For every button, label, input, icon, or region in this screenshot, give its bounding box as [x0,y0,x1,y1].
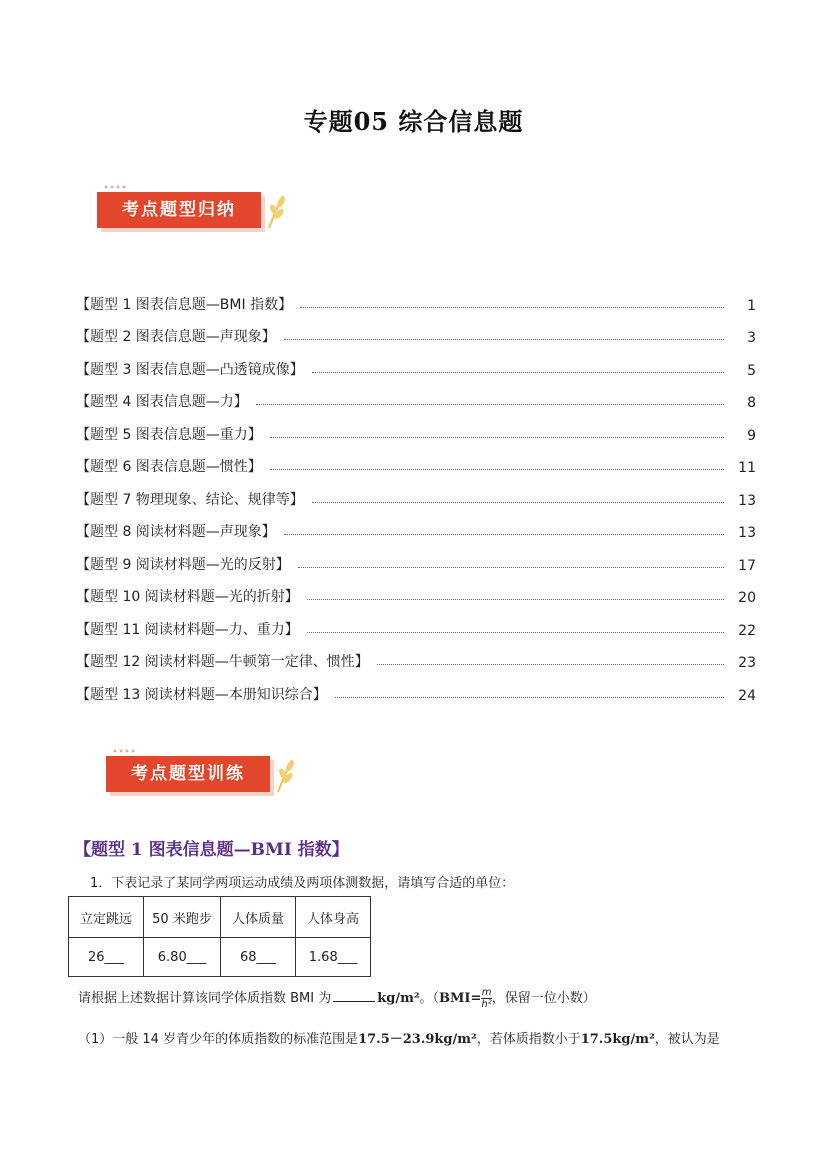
sub-question-text: （1）一般 14 岁青少年的体质指数的标准范围是 [78,1032,359,1047]
sub-question-text: ，若体质指数小于 [476,1032,581,1047]
sub-question-text: ，被认为是 [654,1032,720,1047]
bmi-instruction [78,987,596,1010]
wheat-leaf-icon [274,756,296,794]
instruction-text: 。（ [419,991,440,1006]
section-heading: 【题型 1 图表信息题—BMI 指数】 [74,840,349,860]
table-value-cell: 68___ [221,938,296,977]
formula-fraction [481,987,491,1010]
toc-dot-leader [256,403,724,405]
toc-page-number: 11 [738,460,756,476]
fraction-numerator: m [481,987,492,998]
range-value: 17.5－23.9kg/m² [358,1032,477,1047]
toc-dot-leader [335,696,724,698]
toc-page-number: 3 [747,330,756,346]
toc-dot-leader [312,501,724,503]
toc-dot-leader [284,533,724,535]
toc-dot-leader [377,663,724,665]
toc-page-number: 23 [738,655,756,671]
toc-entry[interactable] [76,281,756,314]
data-table [68,896,371,977]
instruction-text: ，保留一位小数） [491,991,596,1006]
toc-dot-leader [307,631,724,633]
table-value-cell: 6.80___ [144,938,221,977]
sub-question-1 [78,1028,720,1047]
toc-entry[interactable] [76,314,756,347]
decorative-dots [103,184,127,190]
toc-entry-label: 【题型 10 阅读材料题—光的折射】 [76,589,299,605]
toc-entry[interactable] [76,606,756,639]
toc-page-number: 22 [738,622,756,639]
toc-dot-leader [298,566,724,568]
unit-text: kg/m² [377,991,420,1006]
toc-entry[interactable] [76,476,756,509]
toc-dot-leader [300,306,724,308]
toc-entry-label: 【题型 7 物理现象、结论、规律等】 [76,491,304,508]
question-text: 1．下表记录了某同学两项运动成绩及两项体测数据，请填写合适的单位： [90,876,515,891]
toc-entry-label: 【题型 11 阅读材料题—力、重力】 [76,621,299,638]
instruction-text: 请根据上述数据计算该同学体质指数 BMI 为 [78,991,332,1006]
table-header-cell: 50 米跑步 [144,897,221,938]
toc-page-number: 24 [738,687,756,704]
toc-entry-label: 【题型 3 图表信息题—凸透镜成像】 [76,361,304,378]
toc-page-number: 13 [738,492,756,509]
toc-entry-label: 【题型 1 图表信息题—BMI 指数】 [76,296,293,313]
fraction-denominator: h² [481,999,492,1010]
formula-lhs: BMI= [439,991,482,1006]
threshold-value: 17.5kg/m² [580,1032,655,1047]
toc-entry[interactable] [76,541,756,574]
table-header-cell: 人体质量 [221,897,296,938]
toc-entry[interactable] [76,509,756,542]
toc-entry-label: 【题型 12 阅读材料题—牛顿第一定律、惯性】 [76,654,369,670]
wheat-leaf-icon [265,192,287,230]
toc-dot-leader [307,598,724,600]
toc-entry[interactable] [76,411,756,444]
toc-entry-label: 【题型 5 图表信息题—重力】 [76,426,262,443]
toc-dot-leader [270,468,724,470]
toc-entry[interactable] [76,379,756,412]
toc-entry[interactable] [76,574,756,607]
toc-entry-label: 【题型 9 阅读材料题—光的反射】 [76,556,290,573]
toc-page-number: 17 [738,557,756,574]
document-title: 专题05 综合信息题 [303,107,524,136]
toc-entry[interactable] [76,444,756,477]
toc-entry-label: 【题型 6 图表信息题—惯性】 [76,459,262,475]
toc-page-number: 8 [747,395,756,411]
answer-blank[interactable] [333,1001,375,1002]
toc-page-number: 5 [747,362,756,379]
toc-entry-label: 【题型 8 阅读材料题—声现象】 [76,524,276,540]
table-value-cell: 1.68___ [296,938,371,977]
toc-dot-leader [312,371,724,373]
toc-page-number: 1 [747,297,756,314]
badge-label: 考点题型归纳 [97,192,261,228]
toc-entry[interactable] [76,639,756,672]
toc-entry[interactable] [76,671,756,704]
toc-entry-label: 【题型 13 阅读材料题—本册知识综合】 [76,686,327,703]
table-of-contents [76,281,756,704]
toc-entry-label: 【题型 4 图表信息题—力】 [76,394,248,410]
decorative-dots [112,748,136,754]
toc-entry[interactable] [76,346,756,379]
toc-dot-leader [270,436,724,438]
toc-dot-leader [284,338,724,340]
table-header-cell: 人体身高 [296,897,371,938]
toc-page-number: 9 [747,427,756,444]
table-header-cell: 立定跳远 [69,897,144,938]
badge-label: 考点题型训练 [106,756,270,792]
table-value-cell: 26___ [69,938,144,977]
toc-page-number: 20 [738,590,756,606]
toc-entry-label: 【题型 2 图表信息题—声现象】 [76,329,276,345]
toc-page-number: 13 [738,525,756,541]
